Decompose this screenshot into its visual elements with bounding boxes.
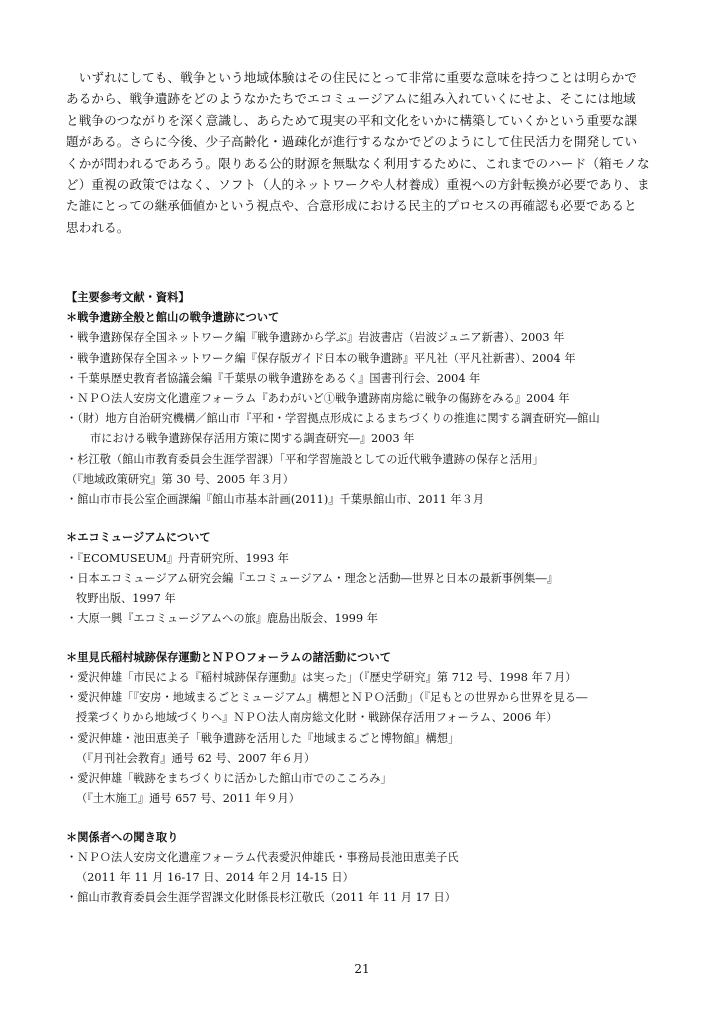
section-title-interviews: ＊関係者への聞き取り (66, 830, 179, 844)
reference-item: ・愛沢伸雄「戦跡をまちづくりに活かした館山市でのこころみ」 (66, 771, 392, 785)
paragraph-line: いずれにしても、戦争という地域体験はその住民にとって非常に重要な意味を持つことは明らかで (66, 70, 637, 85)
reference-item-continuation: （『月刊社会教育』通号 62 号、2007 年６月） (76, 751, 316, 765)
reference-item: ・日本エコミュージアム研究会編『エコミュージアム・理念と活動―世界と日本の最新事例集―』 (66, 571, 558, 585)
section-gap (66, 629, 666, 647)
reference-item-continuation: （『土木施工』通号 657 号、2011 年９月） (76, 792, 300, 806)
references-heading: 【主要参考文献・資料】 (66, 291, 190, 304)
reference-item: ・千葉県歴史教育者協議会編『千葉県の戦争遺跡をあるく』国書刊行会、2004 年 (66, 371, 481, 385)
reference-item: ・戦争遺跡保存全国ネットワーク編『戦争遺跡から学ぶ』岩波書店（岩波ジュニア新書）、2003 年 (66, 331, 565, 345)
reference-item-continuation: （2011 年 11 月 16-17 日、2014 年２月 14-15 日） (76, 871, 354, 885)
reference-item: ・愛沢伸雄「市民による『稲村城跡保存運動』は実った」（『歴史学研究』第 712 号、1998 年７月） (66, 670, 577, 684)
section-title-ecomuseum: ＊エコミュージアムについて (66, 531, 211, 545)
reference-item: ・大原一興『エコミュージアムへの旅』鹿島出版会、1999 年 (66, 612, 378, 626)
reference-item-continuation: 授業づくりから地域づくりへ』ＮＰＯ法人南房総文化財・戦跡保存活用フォーラム、2006 年） (76, 711, 558, 725)
section-title-inamura-castle: ＊里見氏稲村城跡保存運動とＮＰＯフォーラムの諸活動について (66, 650, 391, 664)
paragraph-line: くかが問われるであろう。限りある公的財源を無駄なく利用するために、これまでのハード（箱モノな (66, 155, 650, 171)
reference-item-continuation: 牧野出版、1997 年 (76, 592, 176, 606)
reference-item: ・ＮＰＯ法人安房文化遺産フォーラム代表愛沢伸雄氏・事務局長池田恵美子氏 (66, 850, 459, 864)
reference-item: ・館山市教育委員会生涯学習課文化財係長杉江敬氏（2011 年 11 月 17 日） (66, 891, 457, 905)
paragraph-line: と戦争のつながりを深く意識し、あらためて現実の平和文化をいかに構築していくかという重要な課 (66, 112, 638, 128)
references-section (66, 288, 666, 908)
paragraph-line: 思われる。 (66, 219, 130, 235)
reference-item: ・館山市市長公室企画課編『館山市基本計画(2011)』千葉県館山市、2011 年３月 (66, 492, 485, 506)
reference-item-continuation: （『地域政策研究』第 30 号、2005 年３月） (66, 472, 295, 486)
section-gap (66, 809, 666, 827)
reference-item: ・愛沢伸雄・池田恵美子「戦争遺跡を活用した『地域まるごと博物館』構想」 (66, 731, 460, 745)
section-gap (66, 510, 666, 528)
reference-item: ・（財）地方自治研究機構／館山市『平和・学習拠点形成によるまちづくりの推進に関する調査研究―館山 (66, 412, 600, 426)
paragraph-line: た誰にとっての継承価値かという視点や、合意形成における民主的プロセスの再確認も必要であると (66, 198, 637, 214)
page-number: 21 (354, 962, 370, 976)
reference-item: ・戦争遺跡保存全国ネットワーク編『保存版ガイド日本の戦争遺跡』平凡社（平凡社新書）、2004 年 (66, 351, 576, 365)
reference-item-continuation: 市における戦争遺跡保存活用方策に関する調査研究―』2003 年 (90, 432, 415, 446)
reference-item: ・杉江敬（館山市教育委員会生涯学習課）「平和学習施設としての近代戦争遺跡の保存と活用」 (66, 452, 544, 466)
reference-item: ・ＮＰＯ法人安房文化遺産フォーラム『あわがいど①戦争遺跡南房総に戦争の傷跡をみる』2004 年 (66, 391, 570, 405)
section-title-war-sites: ＊戦争遺跡全般と館山の戦争遺跡について (66, 311, 280, 325)
paragraph-line: 題がある。さらに今後、少子高齢化・過疎化が進行するなかでどのようにして住民活力を開発してい (66, 134, 638, 150)
paragraph-line: ど）重視の政策ではなく、ソフト（人的ネットワークや人材養成）重視への方針転換が必要であり、ま (66, 176, 650, 192)
reference-item: ・愛沢伸雄「『安房・地域まるごとミュージアム』構想とＮＰＯ活動」（『足もとの世界から世界を見る― (66, 691, 588, 705)
body-paragraph (66, 67, 666, 238)
reference-item: ・『ECOMUSEUM』丹青研究所、1993 年 (66, 551, 289, 565)
paragraph-line: あるから、戦争遺跡をどのようなかたちでエコミュージアムに組み入れていくにせよ、そこには地域 (66, 91, 636, 107)
